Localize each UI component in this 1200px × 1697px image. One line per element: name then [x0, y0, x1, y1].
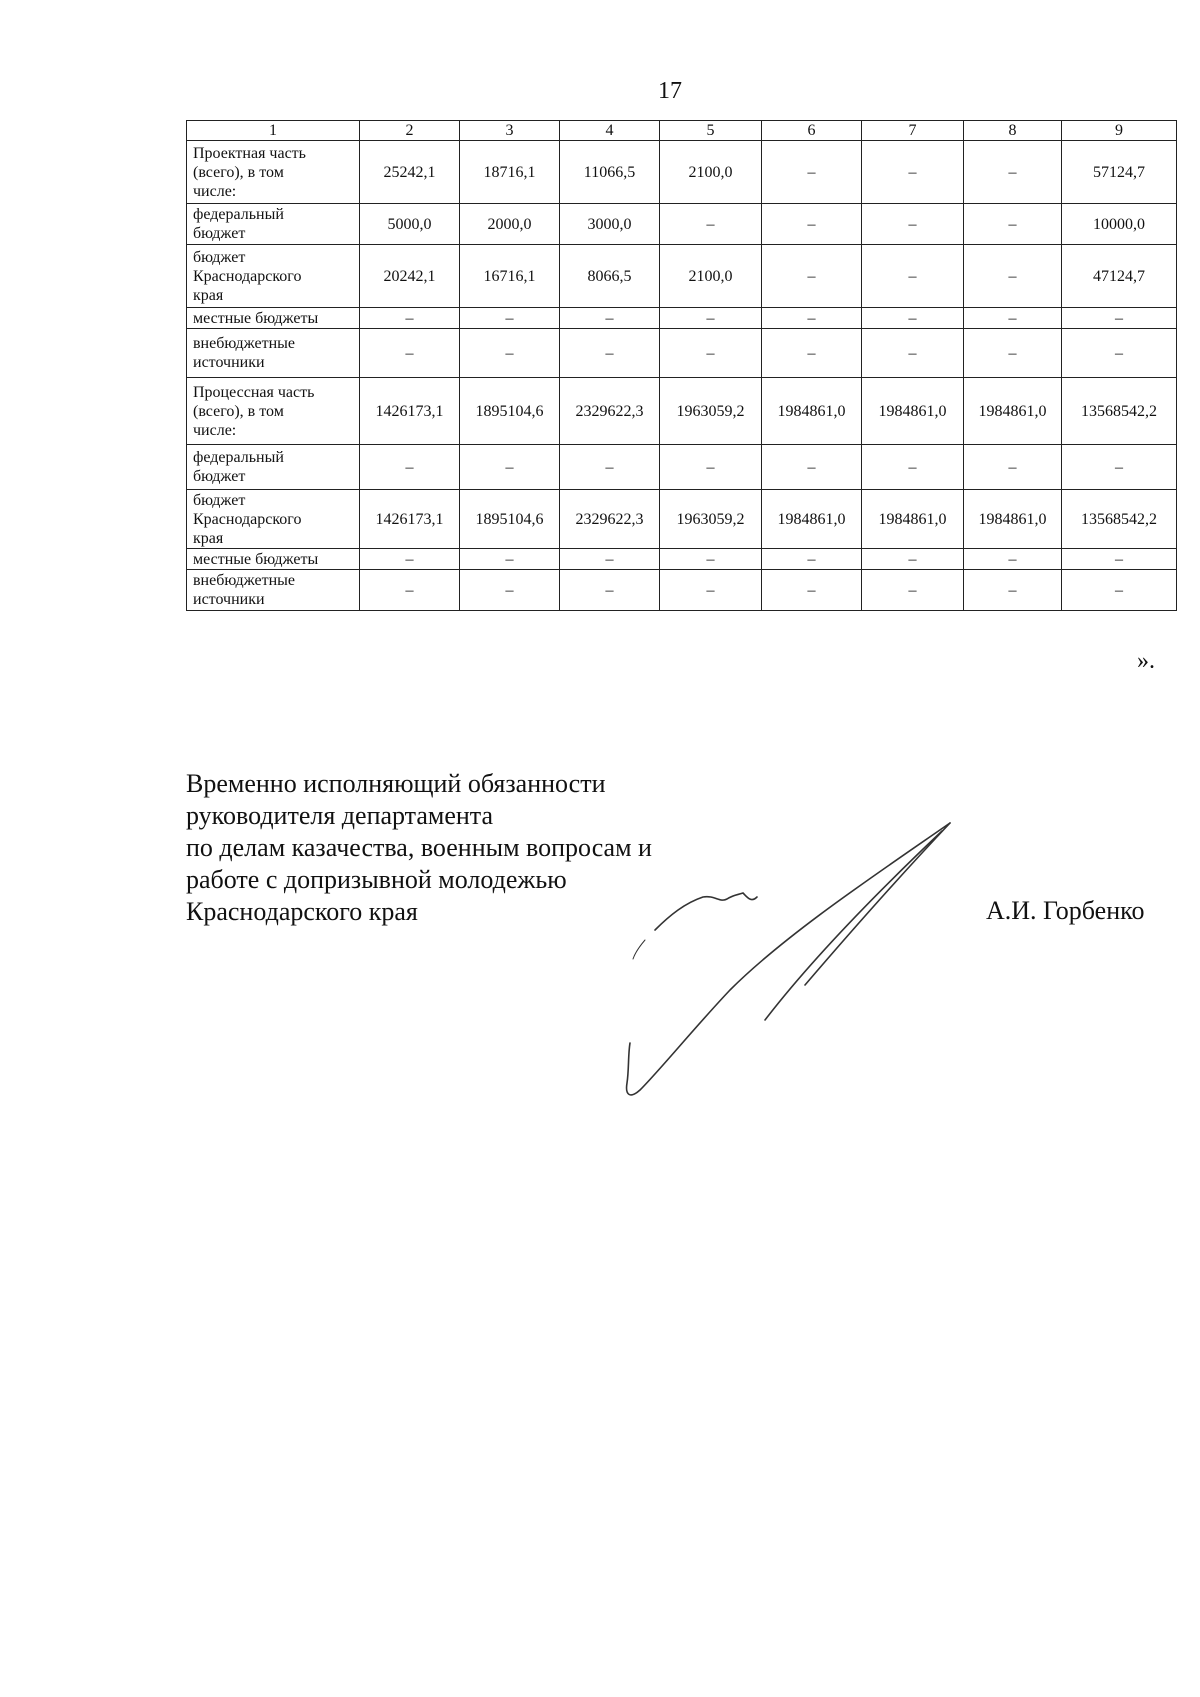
table-cell: – [460, 308, 560, 329]
table-cell: 1426173,1 [360, 490, 460, 549]
table-cell: – [660, 204, 762, 245]
table-cell: 1984861,0 [862, 378, 964, 445]
column-header: 6 [762, 121, 862, 141]
signatory-title-line: Временно исполняющий обязанности [186, 769, 606, 798]
column-header: 1 [187, 121, 360, 141]
table-cell: 18716,1 [460, 141, 560, 204]
signatory-title-line: Краснодарского края [186, 897, 418, 926]
table-cell: 1895104,6 [460, 490, 560, 549]
table-cell: – [964, 204, 1062, 245]
table-cell: 1963059,2 [660, 490, 762, 549]
table-cell: – [964, 141, 1062, 204]
table-cell: 20242,1 [360, 245, 460, 308]
table-cell: 1963059,2 [660, 378, 762, 445]
table-cell: – [964, 245, 1062, 308]
table-row [187, 490, 1177, 549]
table-cell: – [360, 445, 460, 490]
table-cell: – [360, 570, 460, 611]
table-cell: 2000,0 [460, 204, 560, 245]
table-cell: 13568542,2 [1062, 490, 1177, 549]
table-cell: 5000,0 [360, 204, 460, 245]
column-header: 7 [862, 121, 964, 141]
row-label: внебюджетные источники [187, 570, 360, 611]
table-row [187, 549, 1177, 570]
table-cell: – [862, 549, 964, 570]
table-cell: – [762, 549, 862, 570]
page-number: 17 [658, 78, 682, 104]
row-label: бюджет Краснодарского края [187, 490, 360, 549]
table-cell: 8066,5 [560, 245, 660, 308]
column-header: 4 [560, 121, 660, 141]
table-cell: – [660, 329, 762, 378]
row-label: Проектная часть (всего), в том числе: [187, 141, 360, 204]
table-cell: – [360, 549, 460, 570]
table-cell: – [660, 549, 762, 570]
table-cell: – [1062, 570, 1177, 611]
table-cell: – [460, 445, 560, 490]
table-cell: – [460, 549, 560, 570]
table-row [187, 445, 1177, 490]
table-header-row [187, 121, 1177, 141]
row-label: федеральный бюджет [187, 204, 360, 245]
row-label: бюджет Краснодарского края [187, 245, 360, 308]
column-header: 9 [1062, 121, 1177, 141]
table-cell: – [762, 245, 862, 308]
table-cell: – [762, 308, 862, 329]
table-cell: 1895104,6 [460, 378, 560, 445]
table-cell: 3000,0 [560, 204, 660, 245]
table-cell: – [1062, 549, 1177, 570]
row-label: внебюджетные источники [187, 329, 360, 378]
table-row [187, 141, 1177, 204]
table-cell: – [360, 308, 460, 329]
table-cell: – [560, 549, 660, 570]
table-cell: – [660, 570, 762, 611]
table-cell: – [862, 445, 964, 490]
column-header: 5 [660, 121, 762, 141]
table-cell: 13568542,2 [1062, 378, 1177, 445]
table-row [187, 570, 1177, 611]
table-cell: – [862, 570, 964, 611]
table-cell: – [762, 570, 862, 611]
table-cell: 1984861,0 [964, 490, 1062, 549]
signatory-title-line: по делам казачества, военным вопросам и [186, 833, 652, 862]
table-cell: – [862, 204, 964, 245]
table-cell: 25242,1 [360, 141, 460, 204]
table-cell: – [862, 245, 964, 308]
table-cell: – [560, 445, 660, 490]
table-cell: – [460, 329, 560, 378]
row-label: федеральный бюджет [187, 445, 360, 490]
budget-table [186, 120, 1177, 611]
table-cell: 10000,0 [1062, 204, 1177, 245]
table-row [187, 204, 1177, 245]
table-cell: – [660, 445, 762, 490]
table-cell: 2329622,3 [560, 378, 660, 445]
table-cell: 57124,7 [1062, 141, 1177, 204]
table-cell: – [762, 204, 862, 245]
table-cell: 1984861,0 [862, 490, 964, 549]
table-cell: 2329622,3 [560, 490, 660, 549]
table-row [187, 378, 1177, 445]
table-cell: 47124,7 [1062, 245, 1177, 308]
table-cell: 1984861,0 [762, 378, 862, 445]
table-cell: – [862, 308, 964, 329]
table-cell: – [964, 549, 1062, 570]
table-cell: – [660, 308, 762, 329]
table-cell: – [560, 308, 660, 329]
row-label: Процессная часть (всего), в том числе: [187, 378, 360, 445]
table-cell: 16716,1 [460, 245, 560, 308]
table-cell: – [964, 445, 1062, 490]
signatory-title [186, 768, 652, 928]
table-cell: – [1062, 329, 1177, 378]
table-cell: 2100,0 [660, 245, 762, 308]
table-row [187, 308, 1177, 329]
table-cell: – [862, 141, 964, 204]
table-cell: – [964, 308, 1062, 329]
table-cell: – [360, 329, 460, 378]
signatory-title-line: руководителя департамента [186, 801, 494, 830]
table-cell: 11066,5 [560, 141, 660, 204]
table-cell: – [964, 329, 1062, 378]
row-label: местные бюджеты [187, 549, 360, 570]
table-cell: – [762, 329, 862, 378]
table-cell: 2100,0 [660, 141, 762, 204]
table-row [187, 329, 1177, 378]
table-cell: – [560, 329, 660, 378]
table-cell: – [560, 570, 660, 611]
table-row [187, 245, 1177, 308]
table-cell: – [862, 329, 964, 378]
table-cell: 1426173,1 [360, 378, 460, 445]
column-header: 2 [360, 121, 460, 141]
table-cell: – [762, 141, 862, 204]
table-cell: – [1062, 445, 1177, 490]
table-cell: – [460, 570, 560, 611]
table-cell: – [1062, 308, 1177, 329]
table-cell: – [964, 570, 1062, 611]
row-label: местные бюджеты [187, 308, 360, 329]
table-cell: 1984861,0 [762, 490, 862, 549]
handwritten-signature-icon [615, 815, 955, 1105]
table-cell: 1984861,0 [964, 378, 1062, 445]
closing-quote: ». [1137, 648, 1155, 674]
signer-name: А.И. Горбенко [986, 896, 1145, 925]
table-cell: – [762, 445, 862, 490]
column-header: 3 [460, 121, 560, 141]
column-header: 8 [964, 121, 1062, 141]
signatory-title-line: работе с допризывной молодежью [186, 865, 567, 894]
